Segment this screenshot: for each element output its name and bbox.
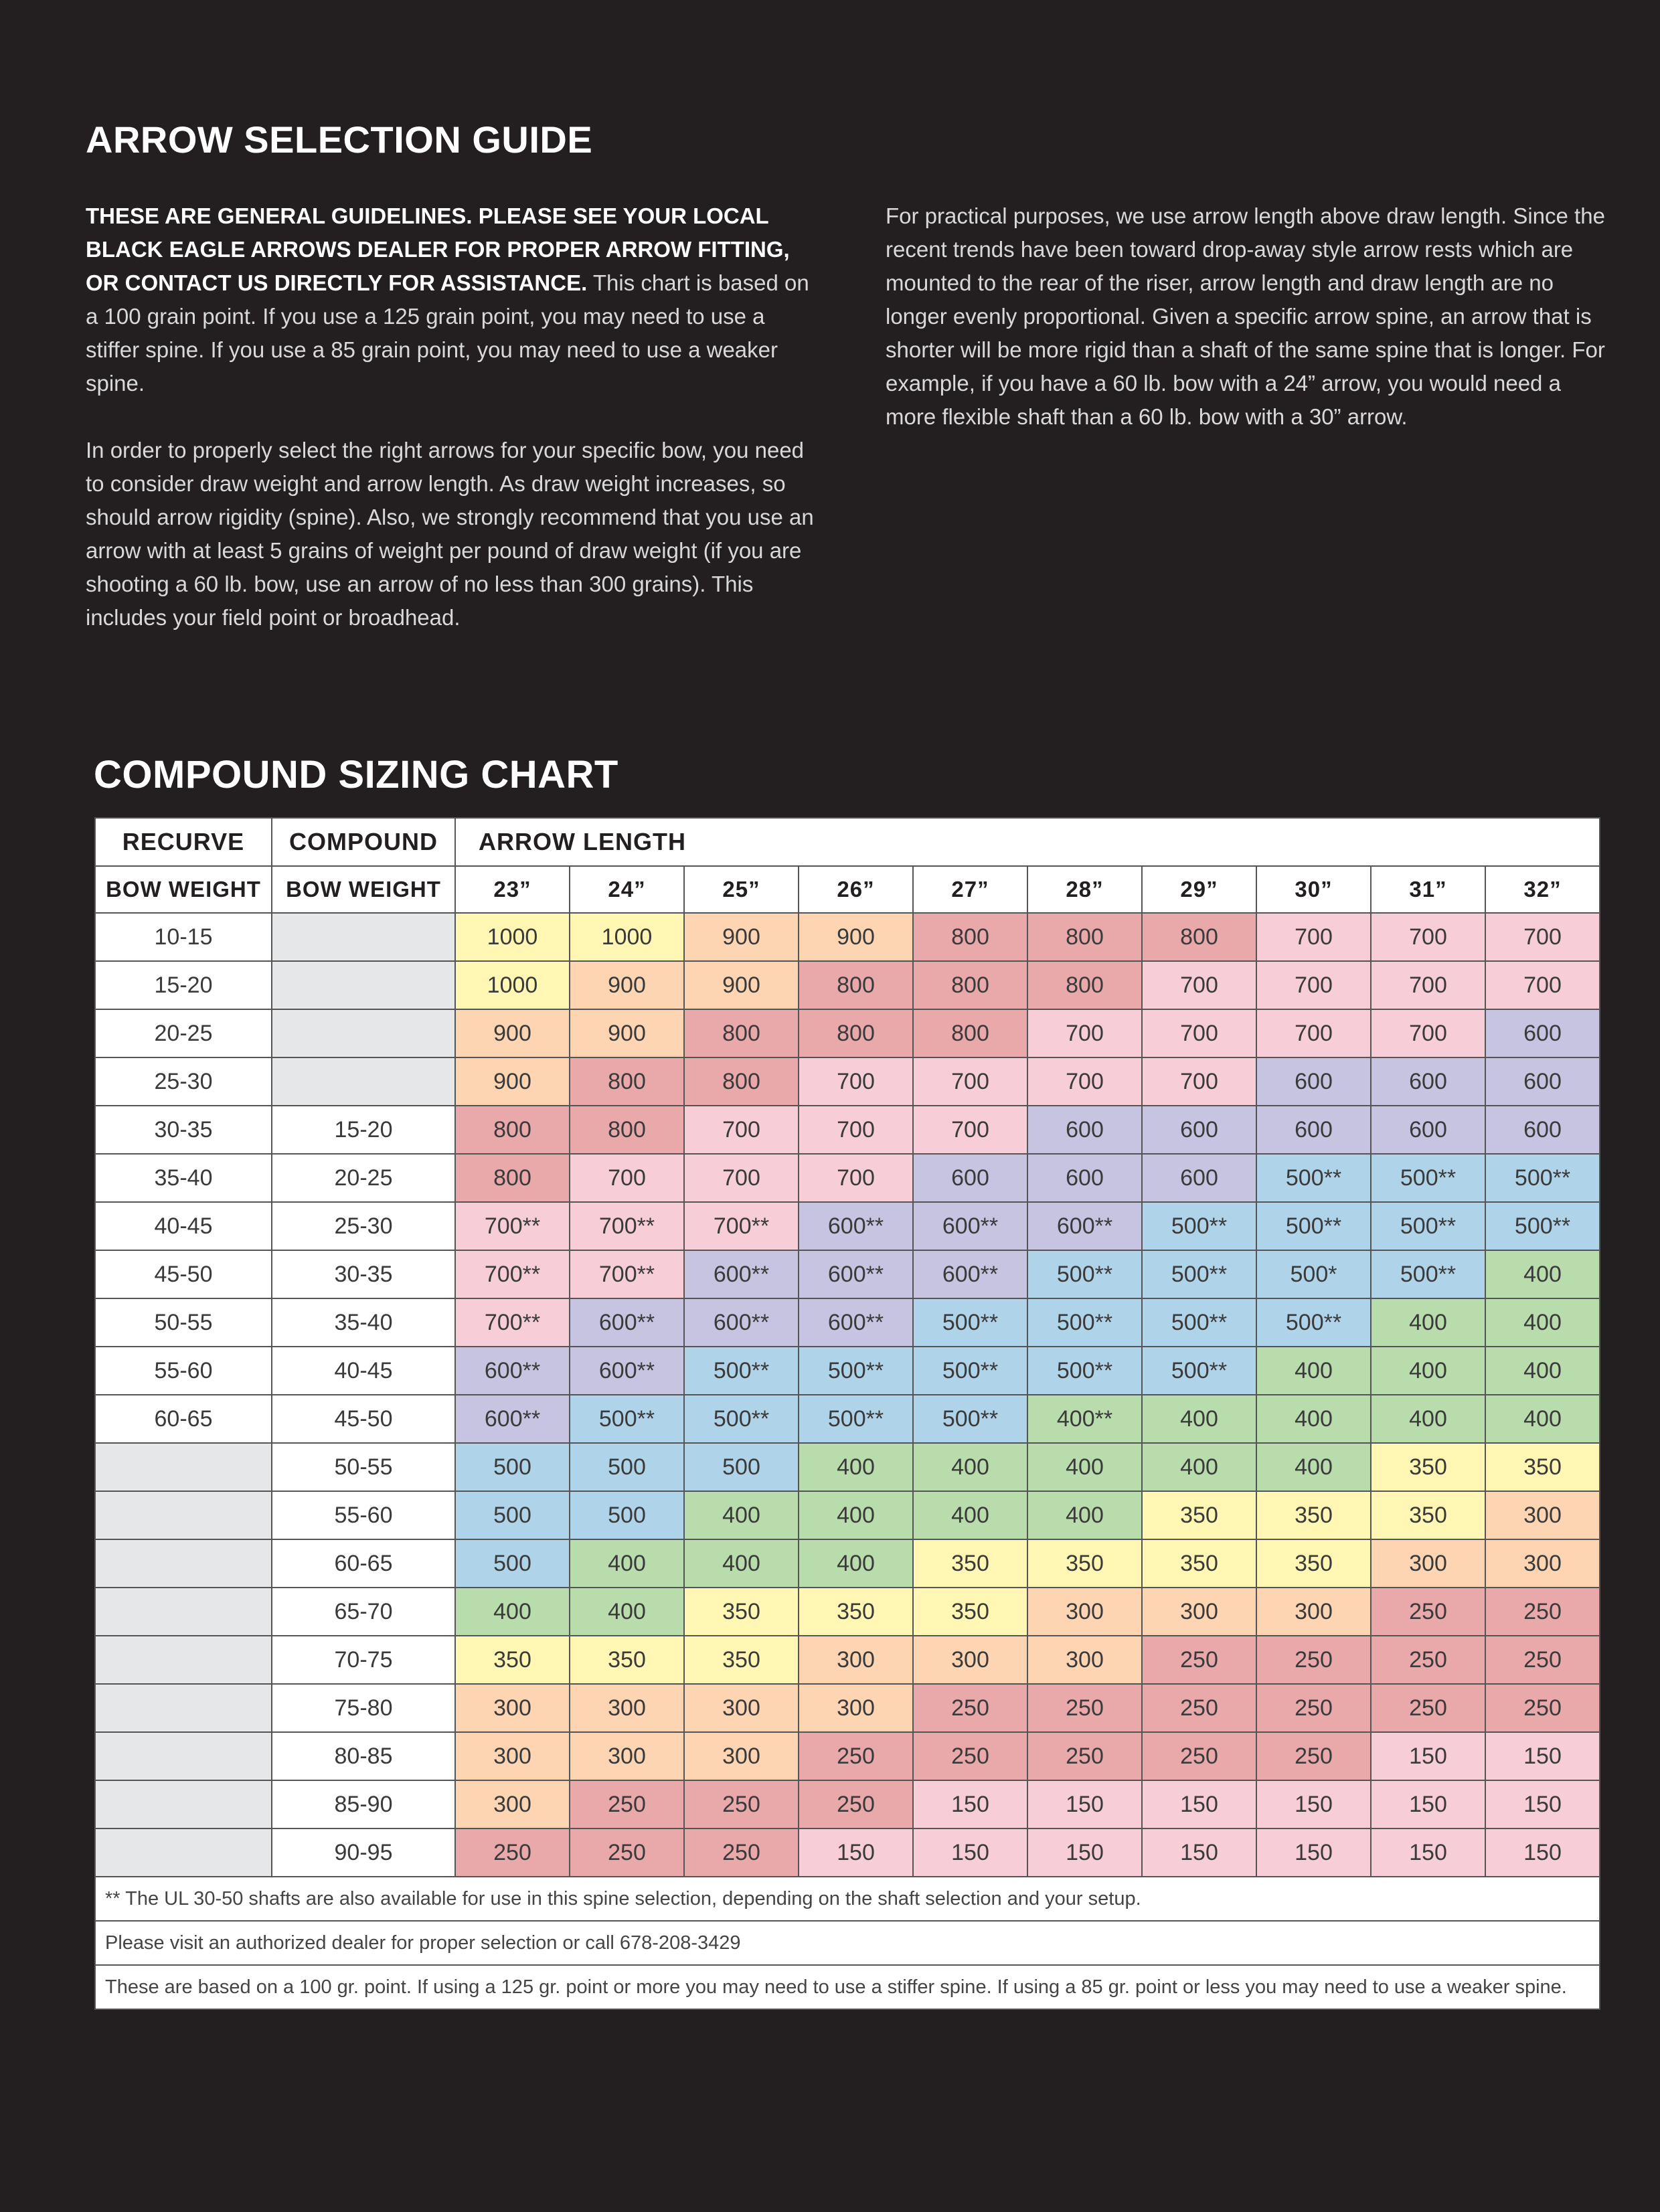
spine-cell: 800	[684, 1057, 799, 1106]
spine-cell: 400	[1256, 1395, 1371, 1443]
spine-cell: 250	[1142, 1636, 1256, 1684]
spine-cell: 800	[913, 1009, 1027, 1057]
spine-cell: 300	[455, 1732, 570, 1780]
table-row	[95, 1395, 1600, 1443]
table-row	[95, 1298, 1600, 1347]
spine-cell: 150	[1485, 1732, 1600, 1780]
spine-cell: 600	[913, 1154, 1027, 1202]
spine-cell: 250	[684, 1828, 799, 1877]
spine-cell: 350	[1371, 1491, 1485, 1539]
spine-cell: 250	[1371, 1684, 1485, 1732]
spine-cell: 350	[1256, 1491, 1371, 1539]
compound-weight-cell: 40-45	[272, 1347, 455, 1395]
note-row	[95, 1921, 1600, 1965]
spine-cell: 600**	[1027, 1202, 1142, 1250]
spine-cell: 250	[1027, 1732, 1142, 1780]
spine-cell: 400**	[1027, 1395, 1142, 1443]
spine-cell: 700	[1485, 961, 1600, 1009]
recurve-weight-cell: 55-60	[95, 1347, 272, 1395]
spine-cell: 350	[570, 1636, 684, 1684]
spine-cell: 150	[1027, 1780, 1142, 1828]
spine-cell: 700**	[570, 1250, 684, 1298]
spine-cell: 800	[799, 961, 913, 1009]
spine-cell: 600**	[684, 1250, 799, 1298]
note-row	[95, 1965, 1600, 2009]
spine-cell: 400	[1485, 1250, 1600, 1298]
spine-cell: 500**	[1485, 1202, 1600, 1250]
compound-weight-cell: 25-30	[272, 1202, 455, 1250]
compound-weight-cell	[272, 1009, 455, 1057]
spine-cell: 500**	[1027, 1250, 1142, 1298]
spine-cell: 700	[913, 1057, 1027, 1106]
recurve-weight-cell	[95, 1588, 272, 1636]
spine-cell: 500	[455, 1443, 570, 1491]
spine-cell: 800	[455, 1106, 570, 1154]
arrow-length-header: ARROW LENGTH	[455, 818, 1600, 866]
spine-cell: 700	[1142, 1009, 1256, 1057]
table-row	[95, 1684, 1600, 1732]
table-row	[95, 1250, 1600, 1298]
length-paragraph: For practical purposes, we use arrow length above draw length. Since the recent trends have been toward drop-away style arrow rests which are mounted to the rear of the riser, arrow length and draw length are no longer evenly proportional. Given a specific arrow spine, an arrow that is shorter will be more rigid than a shaft of the same spine that is longer. For example, if you have a 60 lb. bow with a 24” arrow, you would need a more flexible shaft than a 60 lb. bow with a 30” arrow.	[886, 203, 1605, 429]
spine-cell: 150	[913, 1828, 1027, 1877]
compound-weight-cell: 70-75	[272, 1636, 455, 1684]
spine-cell: 700**	[684, 1202, 799, 1250]
spine-cell: 700	[1256, 1009, 1371, 1057]
table-row	[95, 1539, 1600, 1588]
spine-cell: 500**	[1256, 1154, 1371, 1202]
chart-title: COMPOUND SIZING CHART	[94, 753, 618, 796]
spine-cell: 500	[570, 1443, 684, 1491]
spine-cell: 600**	[913, 1250, 1027, 1298]
spine-cell: 600	[1256, 1106, 1371, 1154]
compound-weight-cell	[272, 961, 455, 1009]
spine-cell: 600**	[455, 1347, 570, 1395]
recurve-weight-cell	[95, 1732, 272, 1780]
spine-cell: 600	[1027, 1154, 1142, 1202]
spine-cell: 600**	[455, 1395, 570, 1443]
spine-cell: 150	[1027, 1828, 1142, 1877]
spine-cell: 500**	[1142, 1202, 1256, 1250]
recurve-weight-cell: 45-50	[95, 1250, 272, 1298]
arrow-length-2: 25”	[684, 866, 799, 913]
spine-cell: 900	[455, 1009, 570, 1057]
recurve-weight-cell: 40-45	[95, 1202, 272, 1250]
recurve-weight-cell: 50-55	[95, 1298, 272, 1347]
spine-cell: 500	[455, 1491, 570, 1539]
compound-weight-cell: 90-95	[272, 1828, 455, 1877]
spine-cell: 150	[1485, 1780, 1600, 1828]
spine-cell: 350	[684, 1636, 799, 1684]
spine-cell: 250	[1485, 1636, 1600, 1684]
spine-cell: 500**	[913, 1395, 1027, 1443]
spine-cell: 600	[1485, 1009, 1600, 1057]
compound-weight-cell: 75-80	[272, 1684, 455, 1732]
arrow-length-4: 27”	[913, 866, 1027, 913]
spine-cell: 900	[455, 1057, 570, 1106]
spine-cell: 300	[684, 1684, 799, 1732]
page-title: ARROW SELECTION GUIDE	[86, 118, 593, 161]
recurve-weight-cell	[95, 1780, 272, 1828]
spine-cell: 250	[913, 1684, 1027, 1732]
spine-cell: 300	[1485, 1491, 1600, 1539]
table-row	[95, 1202, 1600, 1250]
spine-cell: 500**	[1027, 1298, 1142, 1347]
spine-cell: 400	[1142, 1395, 1256, 1443]
spine-cell: 400	[799, 1443, 913, 1491]
spine-cell: 400	[1027, 1443, 1142, 1491]
spine-cell: 250	[1256, 1684, 1371, 1732]
spine-cell: 900	[570, 1009, 684, 1057]
spine-cell: 500**	[799, 1347, 913, 1395]
spine-cell: 700	[1256, 913, 1371, 961]
spine-cell: 150	[1371, 1780, 1485, 1828]
spine-cell: 250	[570, 1828, 684, 1877]
spine-cell: 700	[1256, 961, 1371, 1009]
spine-cell: 600	[1371, 1106, 1485, 1154]
compound-weight-cell: 55-60	[272, 1491, 455, 1539]
spine-cell: 300	[455, 1780, 570, 1828]
spine-cell: 400	[1256, 1347, 1371, 1395]
arrow-length-6: 29”	[1142, 866, 1256, 913]
recurve-weight-cell	[95, 1539, 272, 1588]
spine-cell: 700	[799, 1057, 913, 1106]
table-row	[95, 1636, 1600, 1684]
spine-cell: 150	[913, 1780, 1027, 1828]
spine-cell: 300	[455, 1684, 570, 1732]
spine-cell: 400	[913, 1443, 1027, 1491]
intro-column-left	[86, 199, 815, 668]
arrow-length-1: 24”	[570, 866, 684, 913]
spine-cell: 250	[913, 1732, 1027, 1780]
spine-cell: 400	[1256, 1443, 1371, 1491]
compound-weight-cell: 80-85	[272, 1732, 455, 1780]
recurve-weight-cell	[95, 1684, 272, 1732]
table-row	[95, 1009, 1600, 1057]
spine-cell: 150	[1142, 1780, 1256, 1828]
compound-weight-cell: 15-20	[272, 1106, 455, 1154]
spine-cell: 400	[570, 1539, 684, 1588]
spine-cell: 1000	[570, 913, 684, 961]
spine-cell: 150	[1256, 1828, 1371, 1877]
recurve-weight-cell	[95, 1491, 272, 1539]
spine-cell: 800	[799, 1009, 913, 1057]
spine-cell: 250	[1142, 1732, 1256, 1780]
spine-cell: 250	[1485, 1684, 1600, 1732]
spine-cell: 350	[1485, 1443, 1600, 1491]
recurve-weight-cell: 10-15	[95, 913, 272, 961]
recurve-weight-cell: 30-35	[95, 1106, 272, 1154]
spine-cell: 800	[684, 1009, 799, 1057]
spine-cell: 700	[1371, 961, 1485, 1009]
spine-cell: 800	[455, 1154, 570, 1202]
spine-cell: 250	[1371, 1636, 1485, 1684]
spine-cell: 300	[570, 1684, 684, 1732]
compound-sizing-table	[94, 817, 1600, 2010]
spine-cell: 250	[1027, 1684, 1142, 1732]
spine-cell: 500**	[1485, 1154, 1600, 1202]
compound-weight-cell: 30-35	[272, 1250, 455, 1298]
spine-cell: 900	[799, 913, 913, 961]
spine-cell: 350	[1142, 1491, 1256, 1539]
spine-cell: 250	[1256, 1636, 1371, 1684]
spine-cell: 500**	[684, 1347, 799, 1395]
spine-cell: 700	[570, 1154, 684, 1202]
spine-cell: 500*	[1256, 1250, 1371, 1298]
table-row	[95, 1828, 1600, 1877]
note-row	[95, 1877, 1600, 1921]
table-row	[95, 913, 1600, 961]
spine-cell: 400	[1371, 1395, 1485, 1443]
table-note: Please visit an authorized dealer for proper selection or call 678-208-3429	[95, 1921, 1600, 1965]
spine-cell: 700	[799, 1154, 913, 1202]
spine-cell: 350	[1027, 1539, 1142, 1588]
spine-cell: 150	[1142, 1828, 1256, 1877]
spine-cell: 800	[913, 913, 1027, 961]
recurve-header: RECURVE	[95, 818, 272, 866]
compound-weight-cell: 20-25	[272, 1154, 455, 1202]
spine-cell: 700	[684, 1106, 799, 1154]
spine-cell: 150	[1371, 1732, 1485, 1780]
spine-cell: 350	[1371, 1443, 1485, 1491]
recurve-weight-cell	[95, 1828, 272, 1877]
spine-cell: 600**	[570, 1347, 684, 1395]
recurve-weight-cell: 35-40	[95, 1154, 272, 1202]
arrow-length-7: 30”	[1256, 866, 1371, 913]
spine-cell: 250	[799, 1732, 913, 1780]
spine-cell: 600**	[913, 1202, 1027, 1250]
spine-cell: 250	[455, 1828, 570, 1877]
recurve-weight-cell: 20-25	[95, 1009, 272, 1057]
spine-cell: 150	[1256, 1780, 1371, 1828]
spine-cell: 700**	[455, 1202, 570, 1250]
spine-cell: 500	[570, 1491, 684, 1539]
recurve-weight-cell: 15-20	[95, 961, 272, 1009]
table-note: ** The UL 30-50 shafts are also available for use in this spine selection, depending on the shaft selection and your setup.	[95, 1877, 1600, 1921]
spine-cell: 900	[684, 961, 799, 1009]
spine-cell: 500**	[913, 1298, 1027, 1347]
arrow-length-0: 23”	[455, 866, 570, 913]
spine-cell: 900	[570, 961, 684, 1009]
spine-cell: 400	[1371, 1298, 1485, 1347]
compound-bow-weight-header: BOW WEIGHT	[272, 866, 455, 913]
spine-cell: 700	[913, 1106, 1027, 1154]
compound-weight-cell: 50-55	[272, 1443, 455, 1491]
spine-cell: 400	[1027, 1491, 1142, 1539]
spine-cell: 800	[1027, 961, 1142, 1009]
spine-cell: 150	[1371, 1828, 1485, 1877]
compound-weight-cell	[272, 1057, 455, 1106]
spine-cell: 800	[1142, 913, 1256, 961]
weight-paragraph: In order to properly select the right arrows for your specific bow, you need to consider draw weight and arrow length. As draw weight increases, so should arrow rigidity (spine). Also, we strongly recommend that you use an arrow with at least 5 grains of weight per pound of draw weight (if you are shooting a 60 lb. bow, use an arrow of no less than 300 grains). This includes your field point or broadhead.	[86, 438, 814, 630]
spine-cell: 600	[1485, 1057, 1600, 1106]
spine-cell: 150	[1485, 1828, 1600, 1877]
spine-cell: 800	[570, 1106, 684, 1154]
spine-cell: 400	[570, 1588, 684, 1636]
compound-weight-cell	[272, 913, 455, 961]
spine-cell: 400	[1485, 1298, 1600, 1347]
compound-header: COMPOUND	[272, 818, 455, 866]
intro-text: This chart is based on a 100 grain point. If you use a 125 grain point, you may need to use a stiffer spine. If you use a 85 grain point, you may need to use a weaker spine.	[86, 270, 809, 396]
table-row	[95, 1588, 1600, 1636]
recurve-weight-cell	[95, 1636, 272, 1684]
arrow-length-5: 28”	[1027, 866, 1142, 913]
spine-cell: 400	[684, 1539, 799, 1588]
spine-cell: 300	[1256, 1588, 1371, 1636]
spine-cell: 350	[913, 1588, 1027, 1636]
recurve-bow-weight-header: BOW WEIGHT	[95, 866, 272, 913]
compound-weight-cell: 65-70	[272, 1588, 455, 1636]
table-row	[95, 961, 1600, 1009]
spine-cell: 700**	[455, 1250, 570, 1298]
spine-cell: 350	[1256, 1539, 1371, 1588]
spine-cell: 500**	[799, 1395, 913, 1443]
spine-cell: 700**	[455, 1298, 570, 1347]
compound-weight-cell: 45-50	[272, 1395, 455, 1443]
spine-cell: 400	[913, 1491, 1027, 1539]
spine-cell: 300	[1027, 1588, 1142, 1636]
table-row	[95, 1057, 1600, 1106]
spine-cell: 500**	[1142, 1250, 1256, 1298]
spine-cell: 350	[913, 1539, 1027, 1588]
compound-weight-cell: 35-40	[272, 1298, 455, 1347]
spine-cell: 300	[1371, 1539, 1485, 1588]
spine-cell: 600	[1371, 1057, 1485, 1106]
spine-cell: 250	[799, 1780, 913, 1828]
spine-cell: 600	[1142, 1106, 1256, 1154]
spine-cell: 600**	[799, 1298, 913, 1347]
table-row	[95, 1106, 1600, 1154]
spine-cell: 400	[455, 1588, 570, 1636]
spine-cell: 500**	[1371, 1250, 1485, 1298]
spine-cell: 300	[913, 1636, 1027, 1684]
spine-cell: 700	[1027, 1057, 1142, 1106]
spine-cell: 500	[684, 1443, 799, 1491]
recurve-weight-cell	[95, 1443, 272, 1491]
spine-cell: 250	[1256, 1732, 1371, 1780]
spine-cell: 500	[455, 1539, 570, 1588]
table-row	[95, 1491, 1600, 1539]
arrow-length-9: 32”	[1485, 866, 1600, 913]
arrow-length-8: 31”	[1371, 866, 1485, 913]
spine-cell: 400	[1485, 1395, 1600, 1443]
spine-cell: 500**	[1142, 1298, 1256, 1347]
spine-cell: 500**	[684, 1395, 799, 1443]
spine-cell: 800	[913, 961, 1027, 1009]
spine-cell: 700	[1371, 1009, 1485, 1057]
recurve-weight-cell: 60-65	[95, 1395, 272, 1443]
spine-cell: 300	[684, 1732, 799, 1780]
spine-cell: 350	[799, 1588, 913, 1636]
spine-cell: 700	[1142, 1057, 1256, 1106]
table-row	[95, 1347, 1600, 1395]
intro-column-right	[886, 199, 1608, 467]
spine-cell: 150	[799, 1828, 913, 1877]
spine-cell: 1000	[455, 961, 570, 1009]
spine-cell: 250	[1485, 1588, 1600, 1636]
table-row	[95, 1780, 1600, 1828]
spine-cell: 500**	[1027, 1347, 1142, 1395]
spine-cell: 300	[1485, 1539, 1600, 1588]
spine-cell: 400	[684, 1491, 799, 1539]
spine-cell: 500**	[1256, 1202, 1371, 1250]
spine-cell: 600**	[570, 1298, 684, 1347]
spine-cell: 600	[1142, 1154, 1256, 1202]
spine-cell: 400	[799, 1491, 913, 1539]
spine-cell: 400	[1371, 1347, 1485, 1395]
table-row	[95, 1443, 1600, 1491]
intro-bold-text: THESE ARE GENERAL GUIDELINES. PLEASE SEE YOUR LOCAL BLACK EAGLE ARROWS DEALER FOR PROPER ARROW FITTING, OR CONTACT US DIRECTLY FOR ASSISTANCE.	[86, 203, 790, 295]
spine-cell: 700	[1485, 913, 1600, 961]
spine-cell: 300	[799, 1684, 913, 1732]
spine-cell: 250	[570, 1780, 684, 1828]
spine-cell: 300	[1027, 1636, 1142, 1684]
spine-cell: 500**	[1142, 1347, 1256, 1395]
spine-cell: 700	[1371, 913, 1485, 961]
spine-cell: 350	[455, 1636, 570, 1684]
spine-cell: 700	[1027, 1009, 1142, 1057]
spine-cell: 700**	[570, 1202, 684, 1250]
spine-cell: 400	[1485, 1347, 1600, 1395]
spine-cell: 700	[799, 1106, 913, 1154]
intro-paragraph	[86, 199, 815, 400]
spine-cell: 700	[1142, 961, 1256, 1009]
spine-cell: 500**	[1371, 1202, 1485, 1250]
spine-cell: 350	[1142, 1539, 1256, 1588]
spine-cell: 400	[1142, 1443, 1256, 1491]
spine-cell: 800	[570, 1057, 684, 1106]
table-row	[95, 1154, 1600, 1202]
spine-cell: 600**	[799, 1250, 913, 1298]
spine-cell: 500**	[1256, 1298, 1371, 1347]
spine-cell: 600	[1256, 1057, 1371, 1106]
spine-cell: 400	[799, 1539, 913, 1588]
spine-cell: 300	[799, 1636, 913, 1684]
spine-cell: 600	[1027, 1106, 1142, 1154]
compound-weight-cell: 85-90	[272, 1780, 455, 1828]
spine-cell: 300	[1142, 1588, 1256, 1636]
spine-cell: 600**	[799, 1202, 913, 1250]
arrow-length-3: 26”	[799, 866, 913, 913]
spine-cell: 600	[1485, 1106, 1600, 1154]
table-note: These are based on a 100 gr. point. If using a 125 gr. point or more you may need to use a stiffer spine. If using a 85 gr. point or less you may need to use a weaker spine.	[95, 1965, 1600, 2009]
spine-cell: 300	[570, 1732, 684, 1780]
recurve-weight-cell: 25-30	[95, 1057, 272, 1106]
spine-cell: 250	[1142, 1684, 1256, 1732]
compound-weight-cell: 60-65	[272, 1539, 455, 1588]
spine-cell: 700	[684, 1154, 799, 1202]
spine-cell: 500**	[913, 1347, 1027, 1395]
spine-cell: 350	[684, 1588, 799, 1636]
spine-cell: 500**	[1371, 1154, 1485, 1202]
spine-cell: 250	[1371, 1588, 1485, 1636]
spine-cell: 250	[684, 1780, 799, 1828]
spine-cell: 1000	[455, 913, 570, 961]
spine-cell: 800	[1027, 913, 1142, 961]
spine-cell: 500**	[570, 1395, 684, 1443]
spine-cell: 900	[684, 913, 799, 961]
spine-cell: 600**	[684, 1298, 799, 1347]
table-row	[95, 1732, 1600, 1780]
